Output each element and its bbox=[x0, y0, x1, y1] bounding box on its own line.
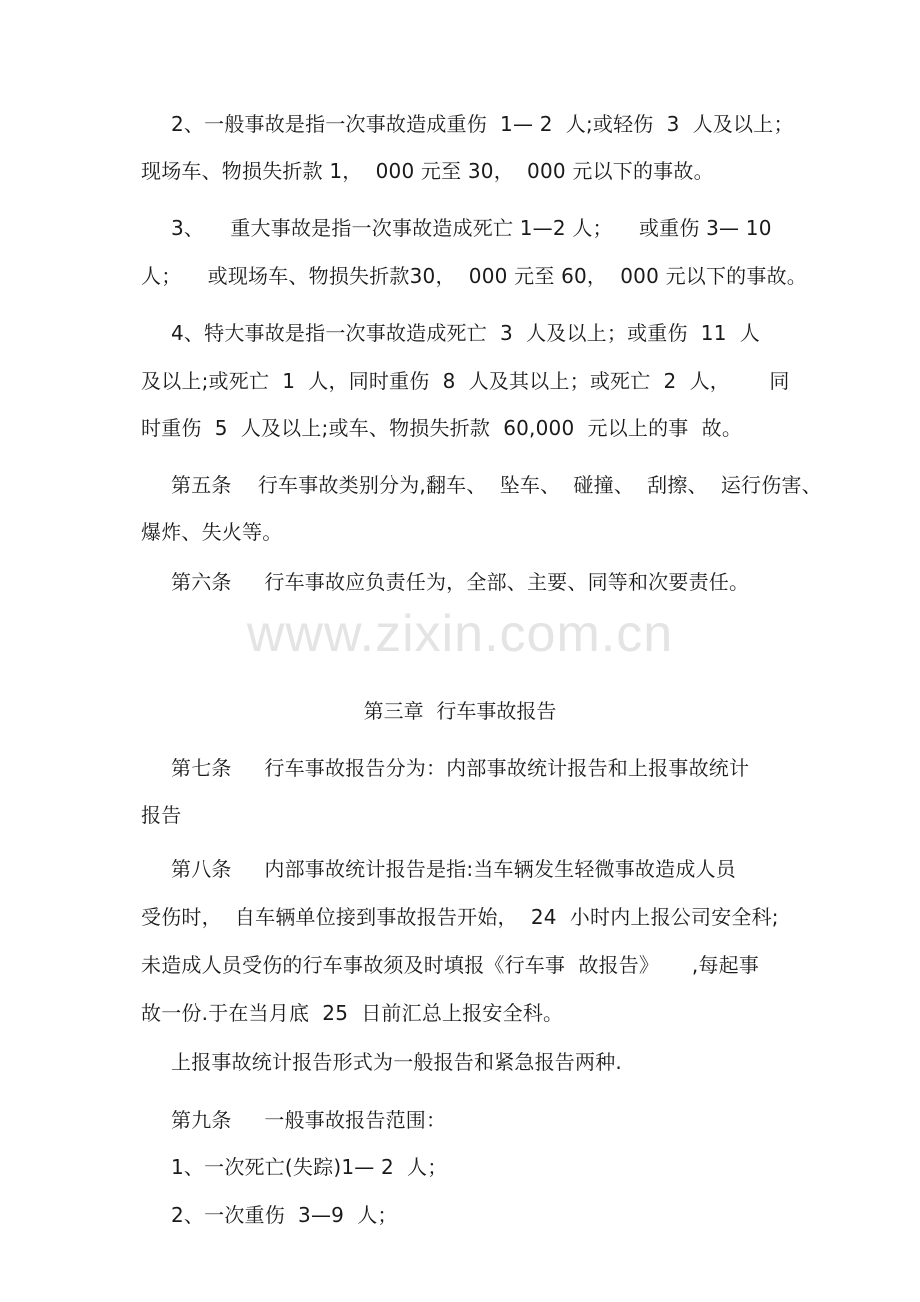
text-line: 受伤时， 自车辆单位接到事故报告开始， 24 小时内上报公司安全科; bbox=[141, 905, 779, 929]
text-line: 第五条 行车事故类别分为,翻车、 坠车、 碰撞、 刮擦、 运行伤害、 bbox=[171, 473, 822, 497]
text-line: 3、 重大事故是指一次事故造成死亡 1—2 人； 或重伤 3— 10 bbox=[171, 216, 772, 240]
text-line: 现场车、物损失折款 1， 000 元至 30， 000 元以下的事故。 bbox=[141, 159, 714, 183]
text-line: 时重伤 5 人及以上;或车、物损失折款 60,000 元以上的事 故。 bbox=[141, 416, 743, 440]
chapter-heading: 第三章 行车事故报告 bbox=[363, 699, 557, 723]
text-line: 未造成人员受伤的行车事故须及时填报《行车事 故报告》 ,每起事 bbox=[141, 953, 760, 977]
text-line: 报告 bbox=[141, 803, 182, 827]
text-line: 第六条 行车事故应负责任为，全部、主要、同等和次要责任。 bbox=[171, 570, 750, 594]
text-line: 第七条 行车事故报告分为：内部事故统计报告和上报事故统计 bbox=[171, 756, 750, 780]
text-line: 2、一次重伤 3—9 人； bbox=[171, 1203, 398, 1227]
text-line: 第八条 内部事故统计报告是指:当车辆发生轻微事故造成人员 bbox=[171, 857, 736, 881]
text-line: 4、特大事故是指一次事故造成死亡 3 人及以上；或重伤 11 人 bbox=[171, 321, 760, 345]
watermark: www.zixin.com.cn bbox=[246, 605, 674, 663]
text-line: 第九条 一般事故报告范围： bbox=[171, 1108, 447, 1132]
text-line: 爆炸、失火等。 bbox=[141, 520, 283, 544]
text-line: 上报事故统计报告形式为一般报告和紧急报告两种. bbox=[171, 1050, 622, 1074]
text-line: 人； 或现场车、物损失折款30， 000 元至 60， 000 元以下的事故。 bbox=[141, 264, 807, 288]
text-line: 2、一般事故是指一次事故造成重伤 1— 2 人;或轻伤 3 人及以上； bbox=[171, 112, 794, 136]
text-line: 及以上;或死亡 1 人，同时重伤 8 人及其以上；或死亡 2 人， 同 bbox=[141, 369, 790, 393]
text-line: 故一份.于在当月底 25 日前汇总上报安全科。 bbox=[141, 1001, 564, 1025]
text-line: 1、一次死亡(失踪)1— 2 人； bbox=[171, 1155, 448, 1179]
